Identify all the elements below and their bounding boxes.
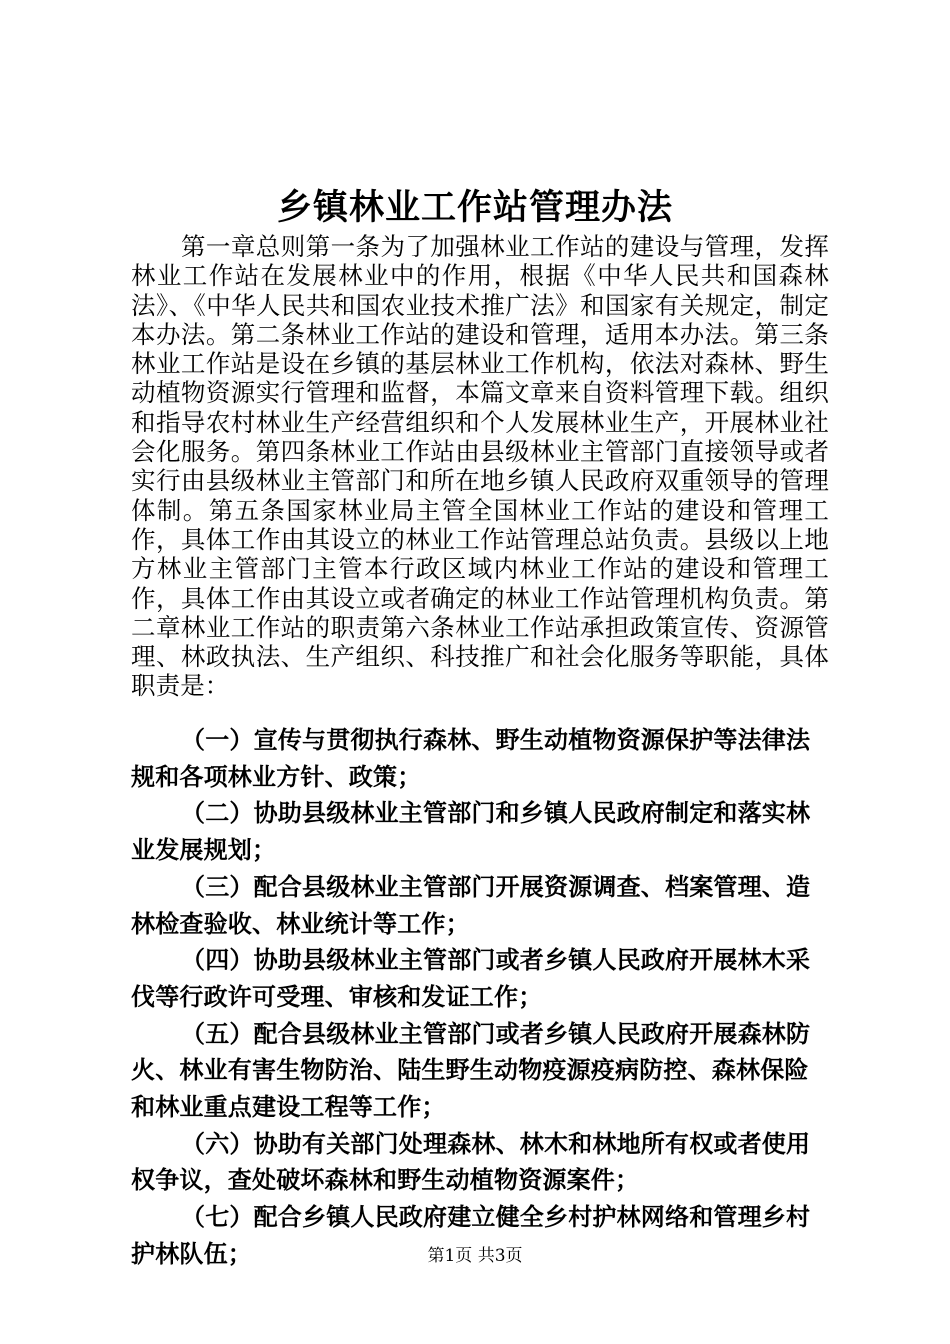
duty-item-7: （七）配合乡镇人民政府建立健全乡村护林网络和管理乡村护林队伍； bbox=[131, 1203, 811, 1268]
duty-item-5: （五）配合县级林业主管部门或者乡镇人民政府开展森林防火、林业有害生物防治、陆生野生动物疫源疫病防控、森林保险和林业重点建设工程等工作； bbox=[131, 1019, 811, 1122]
duty-item-4: （四）协助县级林业主管部门或者乡镇人民政府开展林木采伐等行政许可受理、审核和发证工作； bbox=[131, 946, 811, 1011]
duty-item-3: （三）配合县级林业主管部门开展资源调查、档案管理、造林检查验收、林业统计等工作； bbox=[131, 872, 811, 938]
duty-item-2: （二）协助县级林业主管部门和乡镇人民政府制定和落实林业发展规划； bbox=[131, 799, 811, 865]
document-title: 乡镇林业工作站管理办法 bbox=[276, 187, 673, 228]
page-number-footer: 第1页 共3页 bbox=[427, 1246, 523, 1266]
duty-item-1: （一）宣传与贯彻执行森林、野生动植物资源保护等法律法规和各项林业方针、政策； bbox=[131, 726, 811, 791]
duties-list bbox=[131, 722, 831, 1273]
document-intro-paragraph: 第一章总则第一条为了加强林业工作站的建设与管理，发挥林业工作站在发展林业中的作用，根据《中华人民共和国森林法》、《中华人民共和国农业技术推广法》和国家有关规定，制定本办法。第二条林业工作站的建设和管理，适用本办法。第三条林业工作站是设在乡镇的基层林业工作机构，依法对森林、野生动植物资源实行管理和监督，本篇文章来自资料管理下载。组织和指导农村林业生产经营组织和个人发展林业生产，开展林业社会化服务。第四条林业工作站由县级林业主管部门直接领导或者实行由县级林业主管部门和所在地乡镇人民政府双重领导的管理体制。第五条国家林业局主管全国林业工作站的建设和管理工作，具体工作由其设立的林业工作站管理总站负责。县级以上地方林业主管部门主管本行政区域内林业工作站的建设和管理工作，具体工作由其设立或者确定的林业工作站管理机构负责。第二章林业工作站的职责第六条林业工作站承担政策宣传、资源管理、林政执法、生产组织、科技推广和社会化服务等职能，具体职责是： bbox=[131, 232, 829, 701]
duty-item-6: （六）协助有关部门处理森林、林木和林地所有权或者使用权争议，查处破坏森林和野生动植物资源案件； bbox=[131, 1129, 811, 1195]
